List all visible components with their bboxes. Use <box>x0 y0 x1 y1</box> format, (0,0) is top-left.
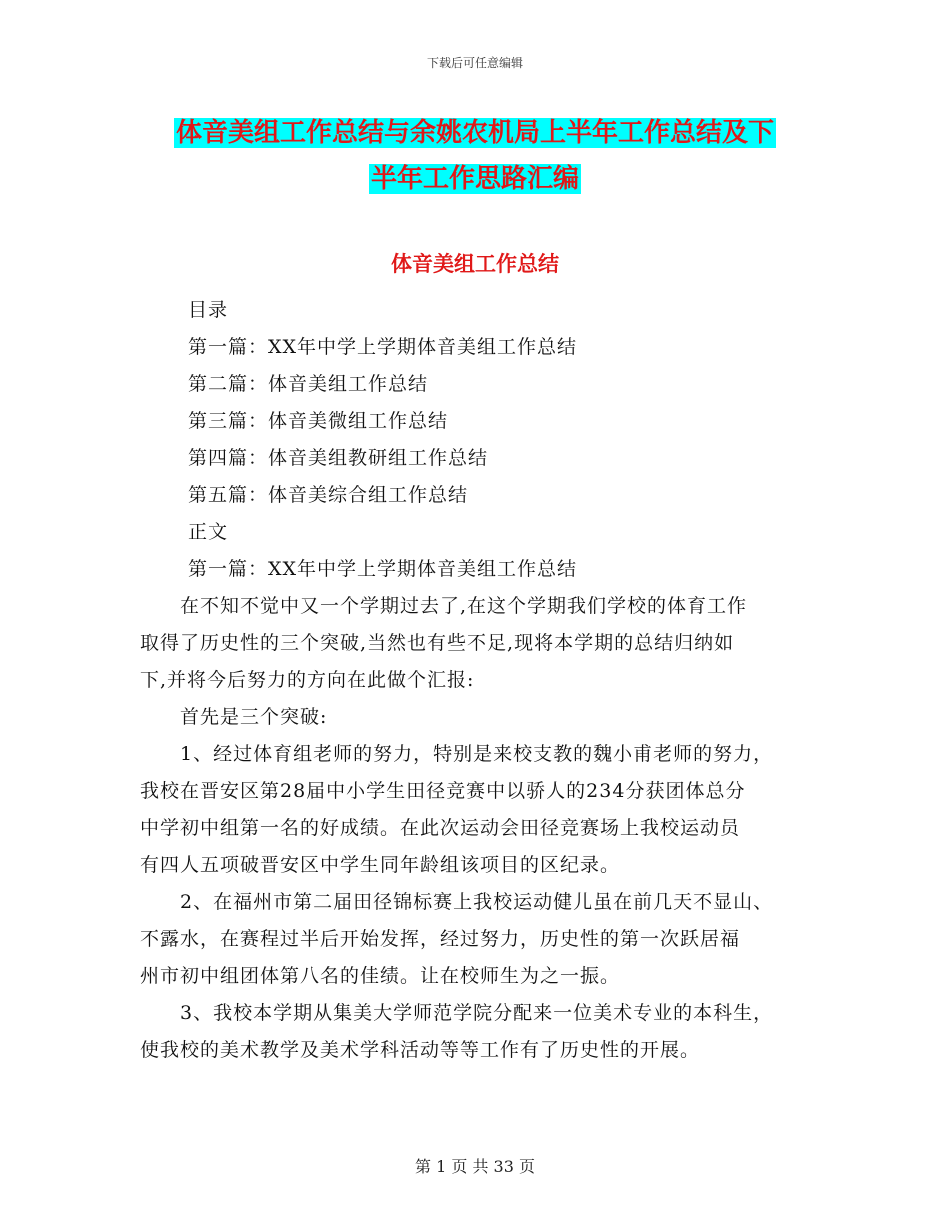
paragraph-item-3 <box>140 995 820 1069</box>
text-line: 不露水，在赛程过半后开始发挥，经过努力，历史性的第一次跃居福 <box>140 928 741 950</box>
text-line: 使我校的美术教学及美术学科活动等等工作有了历史性的开展。 <box>140 1039 701 1061</box>
table-of-contents <box>188 292 828 588</box>
text-line: 1、经过体育组老师的努力，特别是来校支教的魏小甫老师的努力， <box>140 743 774 765</box>
text-line: 在不知不觉中又一个学期过去了,在这个学期我们学校的体育工作 <box>140 595 748 617</box>
page-footer: 第 1 页 共 33 页 <box>415 1157 535 1176</box>
text-line: 2、在福州市第二届田径锦标赛上我校运动健儿虽在前几天不显山、 <box>140 891 774 913</box>
paragraph-breakthroughs-heading <box>140 699 820 736</box>
header-note: 下载后可任意编辑 <box>426 56 523 70</box>
text-line: 3、我校本学期从集美大学师范学院分配来一位美术专业的本科生， <box>140 1002 774 1024</box>
document-title-line-2: 半年工作思路汇编 <box>370 164 579 194</box>
paragraph-item-2 <box>140 884 820 995</box>
toc-line: 第一篇：XX年中学上学期体音美组工作总结 <box>188 558 578 580</box>
text-line: 州市初中组团体第八名的佳绩。让在校师生为之一振。 <box>140 965 621 987</box>
paragraph-item-1 <box>140 736 820 884</box>
text-line: 我校在晋安区第28届中小学生田径竞赛中以骄人的234分获团体总分 <box>140 780 746 802</box>
toc-line: 第五篇：体音美综合组工作总结 <box>188 484 469 506</box>
text-line: 首先是三个突破: <box>140 706 328 728</box>
toc-line: 目录 <box>188 299 229 321</box>
toc-line: 第一篇：XX年中学上学期体音美组工作总结 <box>188 336 578 358</box>
document-title-line-1: 体音美组工作总结与余姚农机局上半年工作总结及下 <box>175 118 774 148</box>
toc-line: 正文 <box>188 521 229 543</box>
section-title: 体音美组工作总结 <box>391 252 559 276</box>
toc-line: 第四篇：体音美组教研组工作总结 <box>188 447 489 469</box>
toc-line: 第二篇：体音美组工作总结 <box>188 373 429 395</box>
paragraph-intro <box>140 588 820 699</box>
text-line: 下,并将今后努力的方向在此做个汇报: <box>140 669 475 691</box>
text-line: 取得了历史性的三个突破,当然也有些不足,现将本学期的总结归纳如 <box>140 632 735 654</box>
document-title <box>0 110 950 202</box>
toc-line: 第三篇：体音美微组工作总结 <box>188 410 449 432</box>
text-line: 有四人五项破晋安区中学生同年龄组该项目的区纪录。 <box>140 854 621 876</box>
text-line: 中学初中组第一名的好成绩。在此次运动会田径竞赛场上我校运动员 <box>140 817 741 839</box>
